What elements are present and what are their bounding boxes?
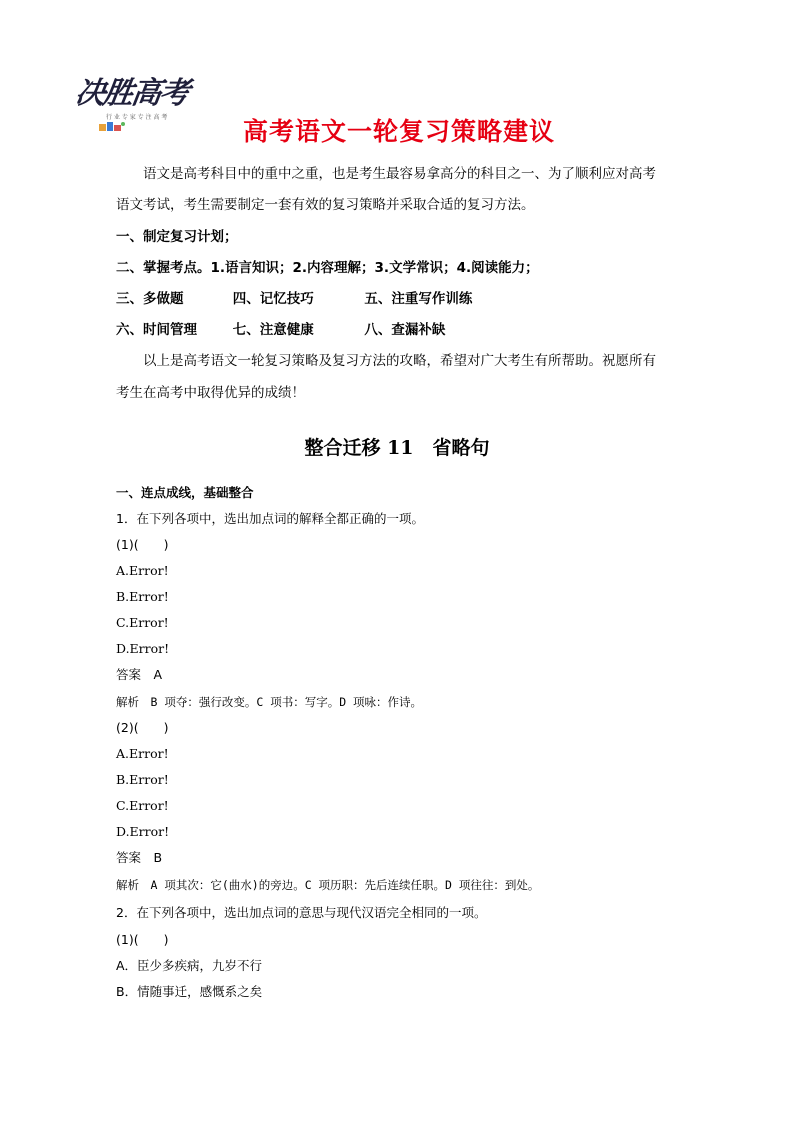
question-1-sub-1-option-d: D.Error! bbox=[116, 641, 170, 656]
logo-text: 决胜高考 bbox=[73, 76, 190, 111]
part-1-heading: 一、连点成线，基础整合 bbox=[116, 485, 254, 500]
question-1-sub-2-option-b: B.Error! bbox=[116, 772, 169, 787]
strategy-item-7: 七、注意健康 bbox=[232, 322, 314, 338]
intro-paragraph-line-1: 语文是高考科目中的重中之重，也是考生最容易拿高分的科目之一、为了顺利应对高考 bbox=[143, 166, 656, 182]
strategy-item-4: 四、记忆技巧 bbox=[232, 291, 314, 307]
question-1-sub-2-answer: 答案 B bbox=[116, 850, 163, 865]
strategy-item-3: 三、多做题 bbox=[116, 291, 184, 307]
question-1-sub-2-label: (2)( ) bbox=[116, 720, 169, 735]
strategy-item-6: 六、时间管理 bbox=[116, 322, 197, 338]
strategy-row-4 bbox=[116, 320, 696, 340]
strategy-item-1: 一、制定复习计划； bbox=[116, 229, 238, 245]
strategy-item-2: 二、掌握考点。1.语言知识；2.内容理解；3.文学常识；4.阅读能力； bbox=[116, 260, 539, 276]
strategy-item-8: 八、查漏补缺 bbox=[364, 322, 446, 338]
question-2-stem: 2．在下列各项中，选出加点词的意思与现代汉语完全相同的一项。 bbox=[116, 905, 487, 920]
question-2-sub-1-label: (1)( ) bbox=[116, 932, 169, 947]
closing-paragraph-line-2: 考生在高考中取得优异的成绩！ bbox=[116, 385, 305, 401]
logo-subtext: 行 业 专 家 专 注 高 考 bbox=[106, 114, 168, 121]
intro-paragraph-line-2: 语文考试，考生需要制定一套有效的复习策略并采取合适的复习方法。 bbox=[116, 197, 535, 213]
question-1-sub-1-analysis: 解析 B 项夺：强行改变。C 项书：写字。D 项咏：作诗。 bbox=[116, 695, 423, 709]
question-1-sub-1-option-a: A.Error! bbox=[116, 563, 169, 578]
question-1-sub-1-answer: 答案 A bbox=[116, 667, 163, 682]
question-2-sub-1-option-b: B．情随事迁，感慨系之矣 bbox=[116, 984, 263, 999]
document-title: 高考语文一轮复习策略建议 bbox=[242, 117, 555, 146]
closing-paragraph-line-1: 以上是高考语文一轮复习策略及复习方法的攻略，希望对广大考生有所帮助。祝愿所有 bbox=[143, 353, 656, 369]
question-1-sub-2-option-d: D.Error! bbox=[116, 824, 170, 839]
strategy-row-3 bbox=[116, 289, 696, 309]
section-title: 整合迁移 11 省略句 bbox=[304, 437, 490, 459]
question-1-sub-1-option-c: C.Error! bbox=[116, 615, 169, 630]
strategy-item-5: 五、注重写作训练 bbox=[364, 291, 473, 307]
question-1-sub-2-option-a: A.Error! bbox=[116, 746, 169, 761]
question-1-sub-2-option-c: C.Error! bbox=[116, 798, 169, 813]
question-1-sub-1-label: (1)( ) bbox=[116, 537, 169, 552]
question-1-sub-2-analysis: 解析 A 项其次：它(曲水)的旁边。C 项历职：先后连续任职。D 项往往：到处。 bbox=[116, 878, 540, 892]
question-1-stem: 1．在下列各项中，选出加点词的解释全都正确的一项。 bbox=[116, 511, 424, 526]
question-2-sub-1-option-a: A．臣少多疾病，九岁不行 bbox=[116, 958, 263, 973]
question-1-sub-1-option-b: B.Error! bbox=[116, 589, 169, 604]
